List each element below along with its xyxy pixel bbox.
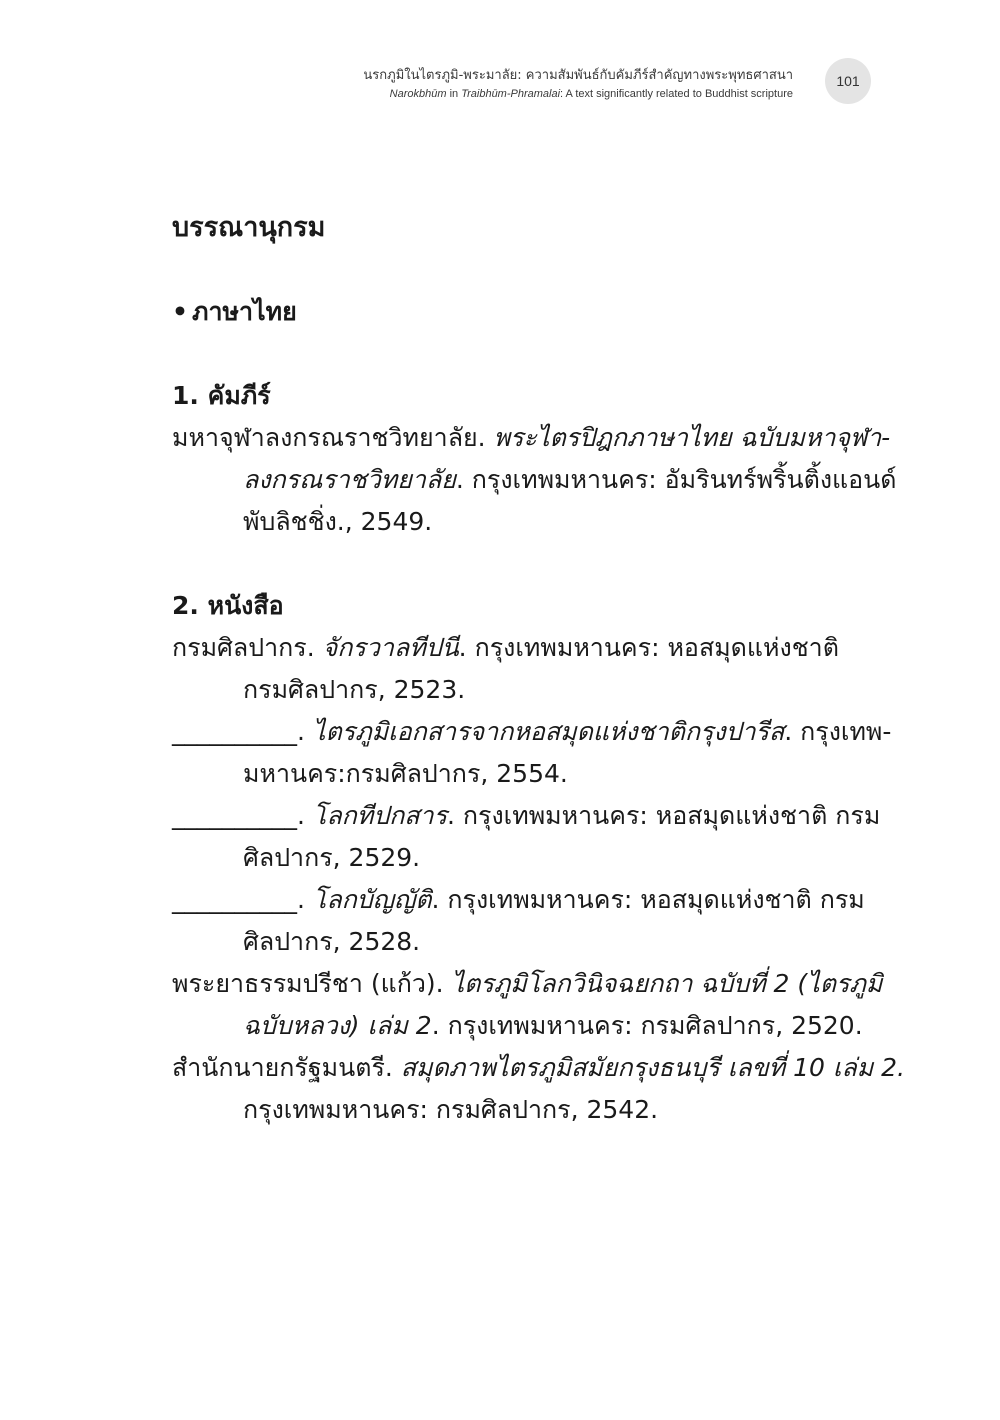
language-section-heading bbox=[172, 291, 872, 333]
bibliography bbox=[172, 207, 905, 1131]
running-title-thai: นรกภูมิในไตรภูมิ-พระมาลัย: ความสัมพันธ์กับคัมภีร์สำคัญทางพระพุทธศาสนา bbox=[363, 68, 793, 83]
entry-title: ไตรภูมิโลกวินิจฉยกถา ฉบับที่ 2 (ไตรภูมิ bbox=[451, 969, 883, 998]
language-label: ภาษาไทย bbox=[192, 297, 297, 326]
entry-publication: . กรุงเทพ- bbox=[784, 717, 892, 746]
entry-line bbox=[172, 1005, 872, 1047]
entry-author: กรมศิลปากร. bbox=[172, 633, 323, 662]
entry-publication: ศิลปากร, 2529. bbox=[243, 843, 421, 872]
entry-line bbox=[172, 1089, 872, 1131]
spacer bbox=[172, 543, 872, 585]
bibliography-entry bbox=[172, 879, 872, 963]
entry-title: โลกบัญญัติ bbox=[312, 885, 432, 914]
entry-line bbox=[172, 795, 881, 837]
running-title-english bbox=[363, 85, 793, 103]
bibliography-entry bbox=[172, 627, 872, 711]
entry-line bbox=[172, 1047, 905, 1089]
entry-title: ไตรภูมิเอกสารจากหอสมุดแห่งชาติกรุงปารีส bbox=[312, 717, 785, 746]
entry-publication: . กรุงเทพมหานคร: หอสมุดแห่งชาติ กรม bbox=[447, 801, 881, 830]
spacer bbox=[172, 333, 872, 375]
entry-line bbox=[172, 837, 872, 879]
entry-title: จักรวาลทีปนี bbox=[322, 633, 459, 662]
entry-line bbox=[172, 627, 872, 669]
section-books bbox=[172, 585, 905, 1131]
entry-publication: . กรุงเทพมหานคร: กรมศิลปากร, 2520. bbox=[431, 1011, 863, 1040]
entry-author: สำนักนายกรัฐมนตรี. bbox=[172, 1053, 401, 1082]
entry-title: ฉบับหลวง) เล่ม 2 bbox=[243, 1011, 432, 1040]
entry-author: มหาจุฬาลงกรณราชวิทยาลัย. bbox=[172, 423, 494, 452]
bibliography-entry bbox=[172, 711, 892, 795]
bibliography-heading: บรรณานุกรม bbox=[172, 212, 326, 243]
entry-line bbox=[172, 501, 872, 543]
entry-publication: . กรุงเทพมหานคร: หอสมุดแห่งชาติ bbox=[458, 633, 839, 662]
bullet-icon: • bbox=[172, 297, 188, 326]
section-scriptures bbox=[172, 375, 897, 543]
repeated-author-dash: __________. bbox=[172, 801, 313, 830]
entry-line bbox=[172, 459, 897, 501]
entry-publication: กรมศิลปากร, 2523. bbox=[243, 675, 466, 704]
running-header bbox=[363, 67, 793, 103]
entry-title: พระไตรปิฎกภาษาไทย ฉบับมหาจุฬา- bbox=[493, 423, 891, 452]
bibliography-entry bbox=[172, 1047, 905, 1131]
entry-publication: ศิลปากร, 2528. bbox=[243, 927, 421, 956]
entry-title: ลงกรณราชวิทยาลัย bbox=[243, 465, 456, 494]
entry-title: สมุดภาพไตรภูมิสมัยกรุงธนบุรี เลขที่ 10 เล่ม 2. bbox=[400, 1053, 905, 1082]
spacer bbox=[172, 249, 872, 291]
section-title: 1. คัมภีร์ bbox=[172, 381, 271, 410]
entry-line bbox=[172, 963, 883, 1005]
entry-publication: พับลิชชิ่ง., 2549. bbox=[243, 507, 433, 536]
entry-publication: . กรุงเทพมหานคร: หอสมุดแห่งชาติ กรม bbox=[431, 885, 865, 914]
bibliography-entry bbox=[172, 963, 883, 1047]
running-title-en-part: Narokbhūm bbox=[389, 88, 447, 100]
bibliography-entry bbox=[172, 417, 897, 543]
page-number-badge: 101 bbox=[825, 58, 871, 104]
entry-line bbox=[172, 753, 872, 795]
bibliography-entry bbox=[172, 795, 881, 879]
section-title: 2. หนังสือ bbox=[172, 591, 284, 620]
entry-line bbox=[172, 879, 872, 921]
running-title-en-part: in bbox=[446, 88, 462, 100]
running-title-en-part: Traibhūm-Phramalai bbox=[461, 88, 561, 100]
entry-author: พระยาธรรมปรีชา (แก้ว). bbox=[172, 969, 452, 998]
entry-line bbox=[172, 669, 872, 711]
entry-title: โลกทีปกสาร bbox=[312, 801, 448, 830]
repeated-author-dash: __________. bbox=[172, 885, 313, 914]
entry-line bbox=[172, 711, 892, 753]
entry-publication: กรุงเทพมหานคร: กรมศิลปากร, 2542. bbox=[243, 1095, 659, 1124]
entry-publication: . กรุงเทพมหานคร: อัมรินทร์พริ้นติ้งแอนด์ bbox=[455, 465, 897, 494]
repeated-author-dash: __________. bbox=[172, 717, 313, 746]
entry-publication: มหานคร:กรมศิลปากร, 2554. bbox=[243, 759, 568, 788]
running-title-en-part: : A text significantly related to Buddhist scripture bbox=[560, 88, 793, 100]
entry-line bbox=[172, 417, 891, 459]
entry-line bbox=[172, 921, 872, 963]
